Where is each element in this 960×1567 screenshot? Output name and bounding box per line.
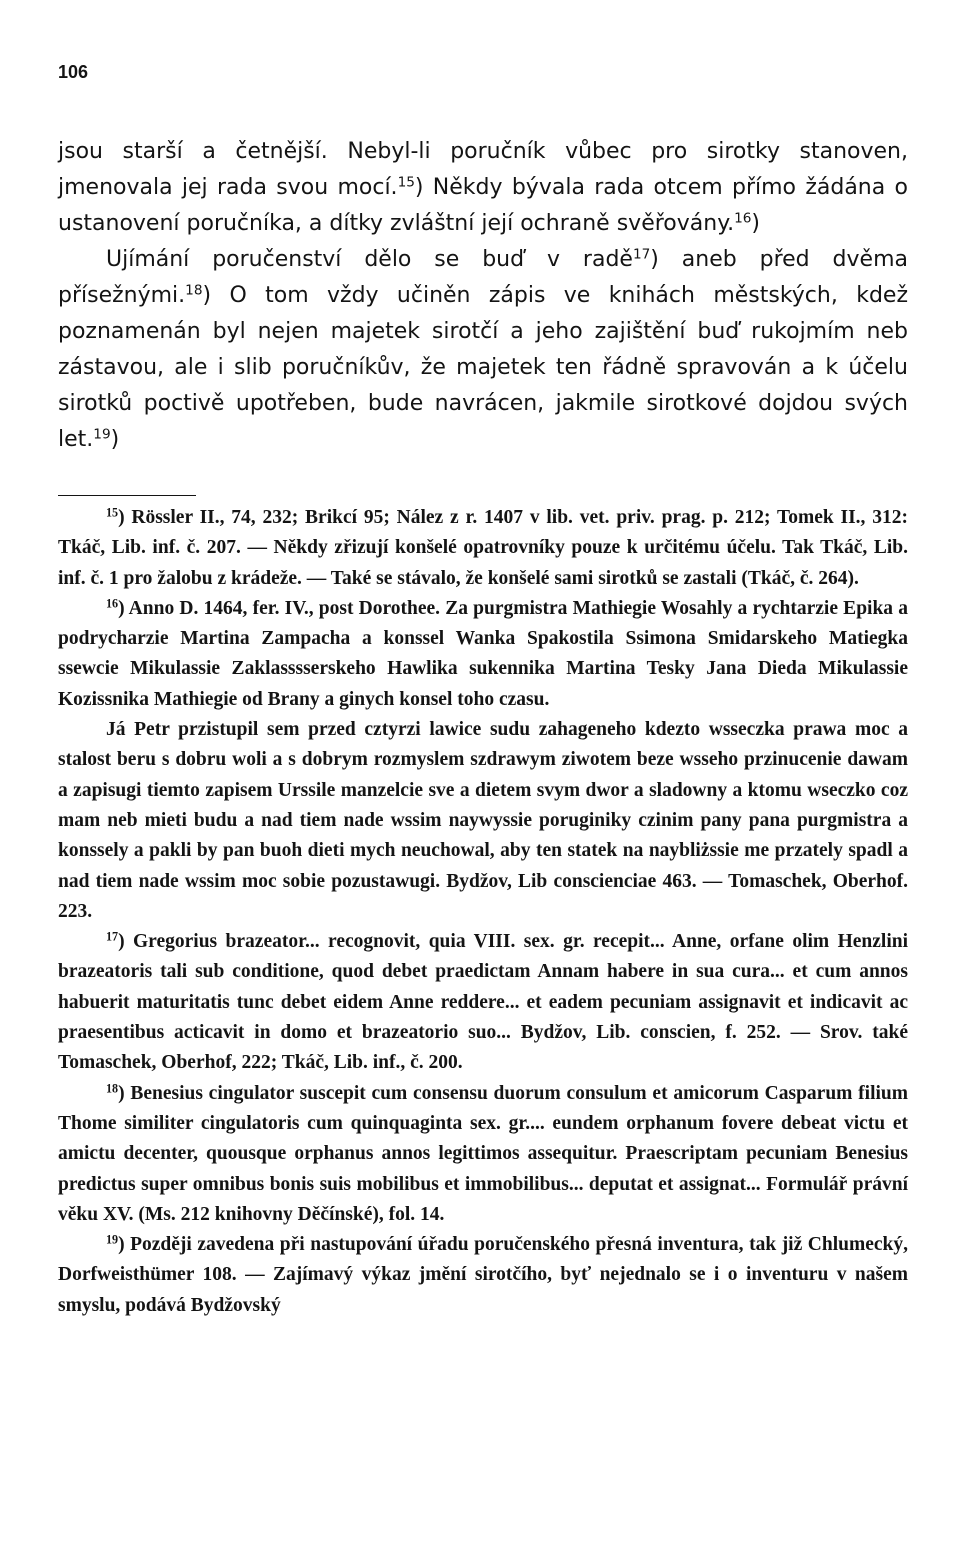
- footnote-ref-15[interactable]: 15: [397, 174, 415, 191]
- footnote-ref-17[interactable]: 17: [632, 246, 651, 263]
- footnote-mark: 17: [106, 929, 119, 944]
- footnote-ref-19[interactable]: 19: [93, 426, 111, 443]
- footnote-19: $^{19}$) Později zavedena při nastupování úřadu poručenského přesná inventura, tak již Chlumecký, Dorfweisthümer 108. — Zajímavý výkaz jmění sirotčího, byť nejednalo se i o inventuru v našem smyslu, podává Bydžovský: [58, 1232, 908, 1316]
- footnote-ref-16[interactable]: 16: [734, 210, 752, 227]
- body-paragraph-1: jsou starší a četnější. Nebyl-li poručník vůbec pro sirotky stanoven, jmenovala jej rada svou mocí.$^{15}$) Někdy bývala rada otcem přímo žádána o ustanovení poručníka, a dítky zvláštní její ochraně svěřovány.$^{16}$): [58, 139, 908, 236]
- footnote-16-quotation: Já Petr przistupil sem przed cztyrzi lawice sudu zahageneho kdezto wsseczka prawa moc a stalost beru s dobru woli a s dobrym rozmyslem szdrawym ziwotem beze wsseho przinucenie dawam a zapisugi tiemto zapisem Urssile manzelcie sve a dietem svym dwor a sladowny a ktomu wseczko coz mam neb mieti budu a nad tiem nade wssim naywyssie poruginiky czinim pany pana purgmistra a konssely a pakli by pan buoh dieti mych neuchowal, aby ten statek na naybliżssie me przately spadl a nad tiem nade wssim moc sobie pozustawugi. Bydžov, Lib conscienciae 463. — Tomaschek, Oberhof. 223.: [58, 719, 908, 922]
- page-number: 106: [58, 62, 89, 82]
- footnote-mark: 16: [106, 596, 119, 611]
- body-paragraph-2: Ujímání poručenství dělo se buď v radě$^{17}$) aneb před dvěma přísežnými.$^{18}$) O tom vždy učiněn zápis ve knihách městských, kdež poznamenán byl nejen majetek sirotčí a jeho zajištění buď rukojmím neb zástavou, ale i slib poručníkův, že majetek ten řádně spravován a k účelu sirotků poctivě upotřeben, bude navrácen, jakmile sirotkové dojdou svých let.$^{19}$): [58, 246, 908, 452]
- footnote-18: $^{18}$) Benesius cingulator suscepit cum consensu duorum consulum et amicorum Casparum filium Thome similiter cingulatoris cum quinquaginta sex. gr.... eundem orphanum fovere debeat victu et amictu decenter, quousque orphanus annos legittimos assequitur. Praescriptam pecuniam Benesius predictus super omnibus bonis suis mobilibus et immobilibus... deputat et assignat... Formulář právní věku XV. (Ms. 212 knihovny Děčínské), fol. 14.: [58, 1081, 908, 1225]
- footnote-17: $^{17}$) Gregorius brazeator... recognovit, quia VIII. sex. gr. recepit... Anne, orfane olim Henzlini brazeatoris tali sub conditione, quod debet praedictam Annam habere in sua cura... et cum annos habuerit maturitatis tunc debet eidem Anne reddere... et eadem pecuniam assignavit et indicavit ac praesentibus acticavit in domo et brazeatorio suo... Bydžov, Lib. conscien, f. 252. — Srov. také Tomaschek, Oberhof, 222; Tkáč, Lib. inf., č. 200.: [58, 929, 908, 1074]
- footnote-16: $^{16}$) Anno D. 1464, fer. IV., post Dorothee. Za purgmistra Mathiegie Wosahly a rychtarzie Epika a podrycharzie Martina Zampacha a konssel Wanka Spakostila Ssimona Smidarskeho Matiegka ssewcie Mikulassie Zaklasssserskeho Hawlika sukennika Martina Tesky Jana Dieda Mikulassie Kozissnika Mathiegie od Brany a ginych konsel toho czasu.: [58, 596, 908, 710]
- footnote-mark: 18: [106, 1081, 119, 1095]
- footnote-separator: [58, 495, 196, 496]
- footnote-mark: 19: [106, 1232, 119, 1247]
- main-text: [58, 134, 908, 458]
- footnotes: [58, 503, 908, 1321]
- footnote-ref-18[interactable]: 18: [185, 282, 203, 299]
- footnote-mark: 15: [106, 505, 119, 520]
- footnote-15: $^{15}$) Rössler II., 74, 232; Brikcí 95; Nález z r. 1407 v lib. vet. priv. prag. p. 212; Tomek II., 312: Tkáč, Lib. inf. č. 207. — Někdy zřizují konšelé opatrovníky pouze k určitému účelu. Tak Tkáč, Lib. inf. č. 1 pro žalobu z krádeže. — Také se stávalo, že konšelé sami sirotků se zastali (Tkáč, č. 264).: [58, 505, 908, 589]
